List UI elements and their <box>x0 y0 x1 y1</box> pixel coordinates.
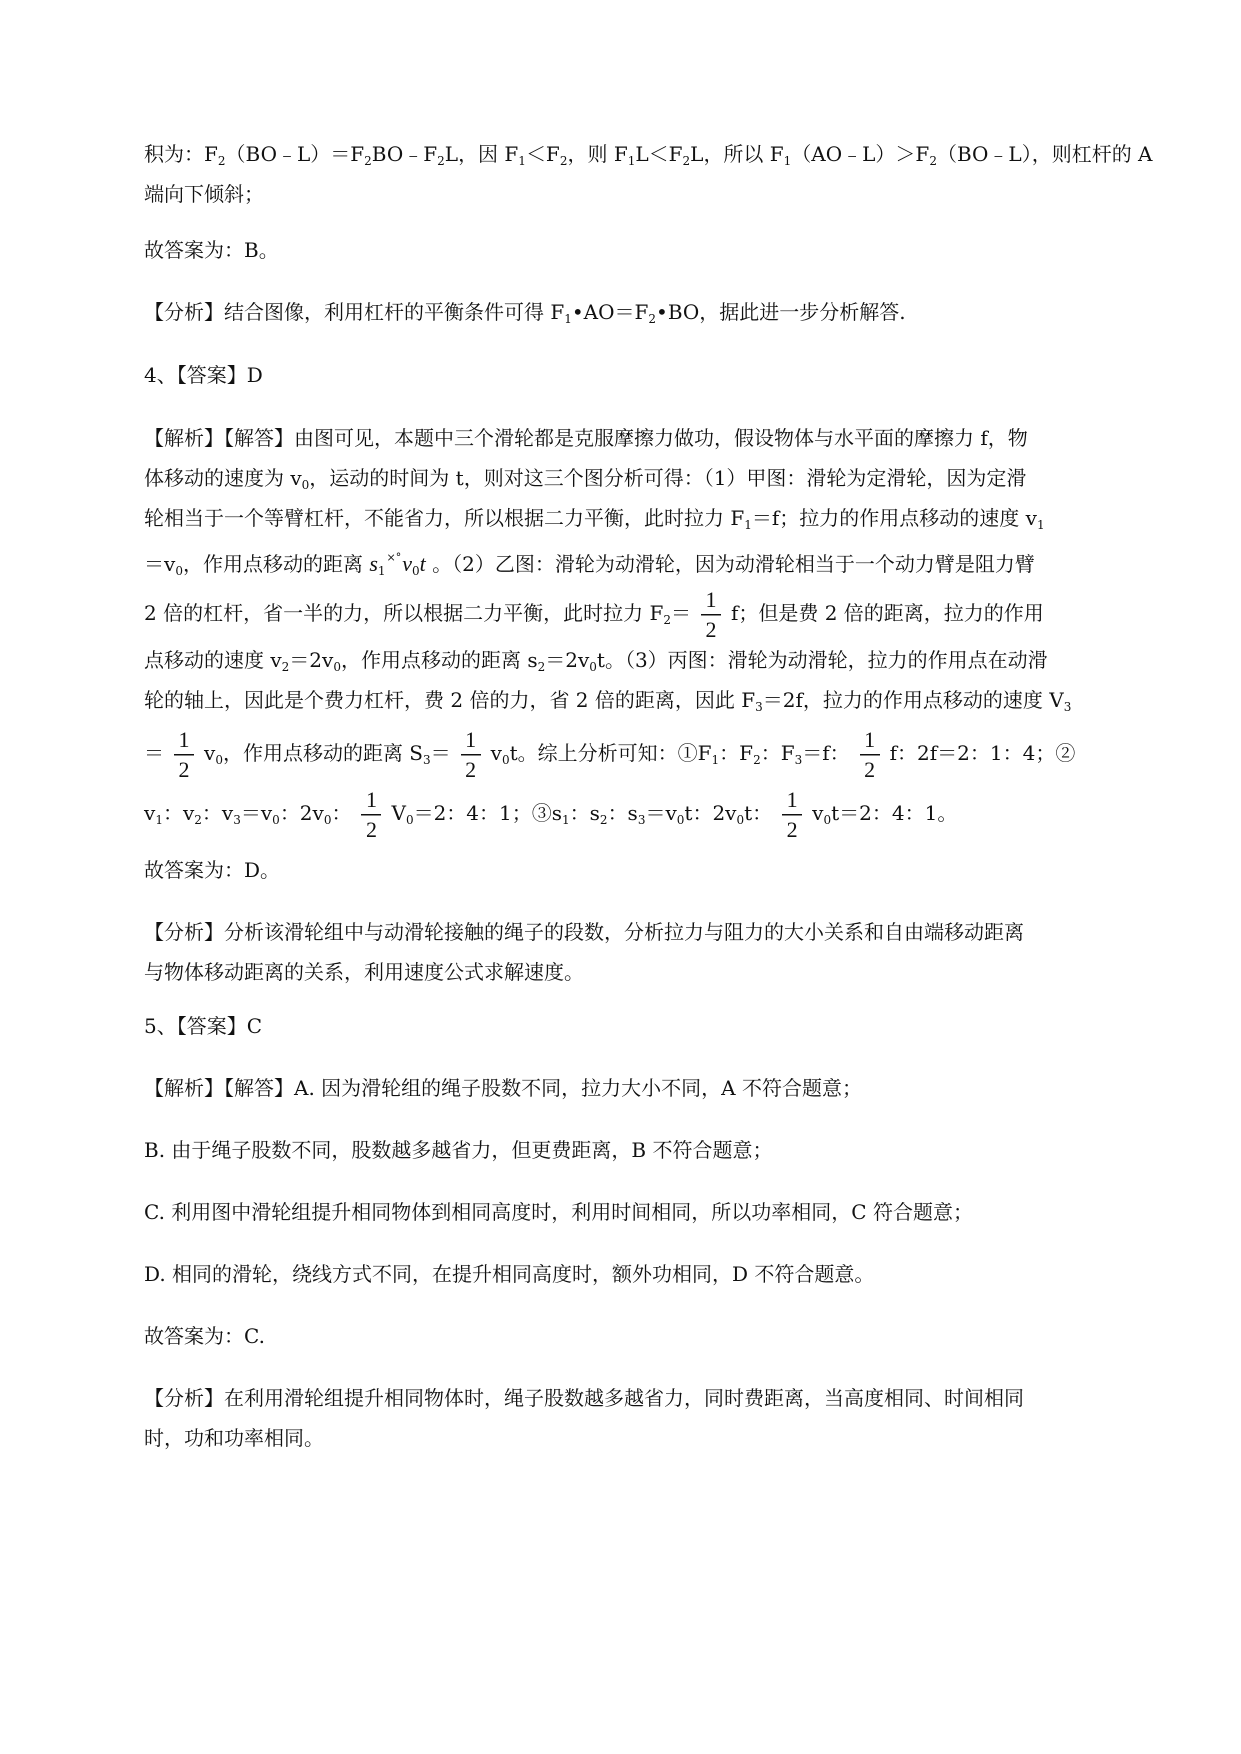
fraction-denominator: 2 <box>365 816 377 842</box>
question-4-answer: 4、【答案】D <box>144 363 263 387</box>
text: L，所以 F <box>690 142 784 166</box>
math-symbol: ×° <box>386 551 402 564</box>
subscript: 3 <box>755 700 763 714</box>
text: ＝f： <box>802 741 850 765</box>
text: ＝2f，拉力的作用点移动的速度 V <box>762 688 1064 712</box>
text: ：s <box>607 801 638 825</box>
analysis-paragraph-3 <box>144 292 1134 332</box>
subscript: 0 <box>736 813 745 827</box>
analysis-paragraph-5 <box>144 1378 1134 1458</box>
text-line <box>144 538 1134 578</box>
answer-line-d: 故答案为：D。 <box>144 858 281 882</box>
solution-option-d: D. 相同的滑轮，绕线方式不同，在提升相同高度时，额外功相同，D 不符合题意。 <box>144 1262 875 1286</box>
text: 2 倍的杠杆，省一半的力，所以根据二力平衡，此时拉力 F <box>144 601 664 625</box>
subscript: 2 <box>194 813 202 827</box>
fraction-denominator: 2 <box>864 756 876 782</box>
subscript: 1 <box>744 518 752 532</box>
text: t。（3）丙图：滑轮为动滑轮，拉力的作用点在动滑 <box>596 648 1048 672</box>
text: ＝v <box>144 552 176 576</box>
answer-line-c: 故答案为：C. <box>144 1324 265 1348</box>
fraction-numerator: 1 <box>705 586 717 612</box>
text-line <box>144 726 1134 780</box>
text: •BO，据此进一步分析解答. <box>656 300 906 324</box>
fraction-numerator: 1 <box>365 786 377 812</box>
text-line <box>144 586 1134 640</box>
text: L＜F <box>635 142 683 166</box>
text: 积为：F <box>144 142 218 166</box>
text-line <box>144 498 1134 538</box>
text: ，作用点移动的距离 s <box>340 648 538 672</box>
text: v <box>204 741 216 765</box>
subscript: 0 <box>405 813 414 827</box>
text-line: 【分析】分析该滑轮组中与动滑轮接触的绳子的段数，分析拉力与阻力的大小关系和自由端移动距离 <box>144 920 1024 944</box>
math-symbol: t <box>419 551 426 576</box>
fraction <box>701 586 721 642</box>
subscript: 1 <box>711 753 720 767</box>
subscript: 2 <box>437 154 445 168</box>
solution-option-a: 【解析】【解答】A. 因为滑轮组的绳子股数不同，拉力大小不同，A 不符合题意； <box>144 1076 862 1100</box>
question-5-answer: 5、【答案】C <box>144 1014 263 1038</box>
text: ：v <box>162 801 195 825</box>
analysis-paragraph-4 <box>144 912 1134 992</box>
subscript: 2 <box>364 154 372 168</box>
text: ，作用点移动的距离 S <box>222 741 424 765</box>
text: f：2f＝2：1：4；② <box>889 741 1076 765</box>
solution-option-b: B. 由于绳子股数不同，股数越多越省力，但更费距离，B 不符合题意； <box>144 1138 773 1162</box>
subscript: 2 <box>559 154 568 168</box>
text: ＝2：4：1；③s <box>413 801 563 825</box>
text-line: 【解析】【解答】由图可见，本题中三个滑轮都是克服摩擦力做功，假设物体与水平面的摩擦力 f，物 <box>144 426 1028 450</box>
text-line: 与物体移动距离的关系，利用速度公式求解速度。 <box>144 960 584 984</box>
text: •AO＝F <box>571 300 649 324</box>
subscript: 2 <box>753 753 761 767</box>
text: 。（2）乙图：滑轮为动滑轮，因为动滑轮相当于一个动力臂是阻力臂 <box>425 552 1035 576</box>
text: v <box>812 801 824 825</box>
fraction <box>174 726 194 782</box>
subscript: 0 <box>676 813 685 827</box>
subscript: 0 <box>589 660 597 674</box>
text-line <box>144 680 1134 720</box>
subscript: 2 <box>281 660 290 674</box>
text: ： <box>331 801 352 825</box>
subscript: 1 <box>627 154 636 168</box>
fraction <box>860 726 880 782</box>
solution-paragraph-4 <box>144 418 1134 840</box>
text: ＝ <box>430 741 451 765</box>
text: （BO﹣L）＝F <box>225 142 365 166</box>
text: ，则 F <box>567 142 628 166</box>
subscript: 0 <box>823 813 832 827</box>
subscript: 1 <box>1036 518 1045 532</box>
subscript: 3 <box>794 753 803 767</box>
text: ＝2v <box>289 648 334 672</box>
text: BO﹣F <box>371 142 438 166</box>
subscript: 1 <box>562 813 570 827</box>
text-line: 【分析】在利用滑轮组提升相同物体时，绳子股数越多越省力，同时费距离，当高度相同、时间相同 <box>144 1386 1024 1410</box>
text: ，作用点移动的距离 <box>182 552 370 576</box>
text: ＝v <box>645 801 677 825</box>
text-line: 端向下倾斜； <box>144 182 264 206</box>
text: ，运动的时间为 t，则对这三个图分析可得：（1）甲图：滑轮为定滑轮，因为定滑 <box>309 466 1027 490</box>
text: ＝ <box>144 741 164 765</box>
text: ＝f；拉力的作用点移动的速度 v <box>751 506 1037 530</box>
text: ：2v <box>279 801 324 825</box>
text: 轮相当于一个等臂杠杆，不能省力，所以根据二力平衡，此时拉力 F <box>144 506 745 530</box>
subscript: 2 <box>929 154 937 168</box>
subscript: 0 <box>301 478 310 492</box>
text: （BO﹣L），则杠杆的 A <box>936 142 1153 166</box>
text: ：F <box>719 741 754 765</box>
text: L，因 F <box>444 142 519 166</box>
subscript: 0 <box>412 564 420 578</box>
fraction-denominator: 2 <box>465 756 477 782</box>
math-symbol: s <box>369 551 378 576</box>
subscript: 0 <box>323 813 332 827</box>
subscript: 2 <box>599 813 608 827</box>
text: ＝ <box>670 601 691 625</box>
subscript: 0 <box>215 753 223 767</box>
fraction <box>361 786 381 842</box>
text: ＝v <box>240 801 273 825</box>
subscript: 1 <box>783 154 792 168</box>
subscript: 0 <box>333 660 341 674</box>
subscript: 3 <box>423 753 431 767</box>
text: t：2v <box>684 801 737 825</box>
subscript: 1 <box>564 312 572 326</box>
fraction-denominator: 2 <box>705 616 717 642</box>
text: ：v <box>201 801 234 825</box>
fraction-denominator: 2 <box>786 816 798 842</box>
text: ：F <box>760 741 795 765</box>
solution-option-c: C. 利用图中滑轮组提升相同物体到相同高度时，利用时间相同，所以功率相同，C 符合题意； <box>144 1200 973 1224</box>
subscript: 2 <box>648 312 657 326</box>
math-symbol: v <box>402 551 412 576</box>
subscript: 0 <box>175 564 183 578</box>
text: v <box>490 741 502 765</box>
subscript: 3 <box>233 813 241 827</box>
subscript: 0 <box>501 753 510 767</box>
text-line <box>144 458 1134 498</box>
text: 体移动的速度为 v <box>144 466 302 490</box>
text-line <box>144 786 1134 840</box>
text-line <box>144 134 1153 174</box>
text: v <box>144 801 156 825</box>
subscript: 2 <box>682 154 691 168</box>
subscript: 2 <box>663 613 671 627</box>
fraction-numerator: 1 <box>786 786 798 812</box>
fraction-numerator: 1 <box>178 726 190 752</box>
subscript: 2 <box>537 660 546 674</box>
text: V <box>391 801 406 825</box>
text: t＝2：4：1。 <box>831 801 958 825</box>
subscript: 3 <box>637 813 646 827</box>
text: t。综上分析可知：①F <box>509 741 712 765</box>
text: 点移动的速度 v <box>144 648 282 672</box>
fraction-numerator: 1 <box>465 726 477 752</box>
text: 轮的轴上，因此是个费力杠杆，费 2 倍的力，省 2 倍的距离，因此 F <box>144 688 756 712</box>
paragraph-torque-comparison <box>144 134 1153 214</box>
fraction <box>461 726 481 782</box>
text: （AO﹣L）＞F <box>791 142 930 166</box>
subscript: 2 <box>217 154 226 168</box>
subscript: 3 <box>1063 700 1072 714</box>
subscript: 1 <box>377 564 386 578</box>
answer-line-b: 故答案为：B。 <box>144 238 279 262</box>
text: t： <box>744 801 773 825</box>
subscript: 1 <box>155 813 163 827</box>
text: ＝2v <box>545 648 590 672</box>
subscript: 1 <box>518 154 526 168</box>
subscript: 0 <box>272 813 280 827</box>
text-line: 时，功和功率相同。 <box>144 1426 324 1450</box>
fraction-denominator: 2 <box>178 756 190 782</box>
fraction <box>782 786 802 842</box>
text: f；但是费 2 倍的距离，拉力的作用 <box>730 601 1044 625</box>
text: ＜F <box>525 142 560 166</box>
text-line <box>144 640 1134 680</box>
text: ：s <box>569 801 600 825</box>
fraction-numerator: 1 <box>864 726 876 752</box>
text: 【分析】结合图像，利用杠杆的平衡条件可得 F <box>144 300 565 324</box>
